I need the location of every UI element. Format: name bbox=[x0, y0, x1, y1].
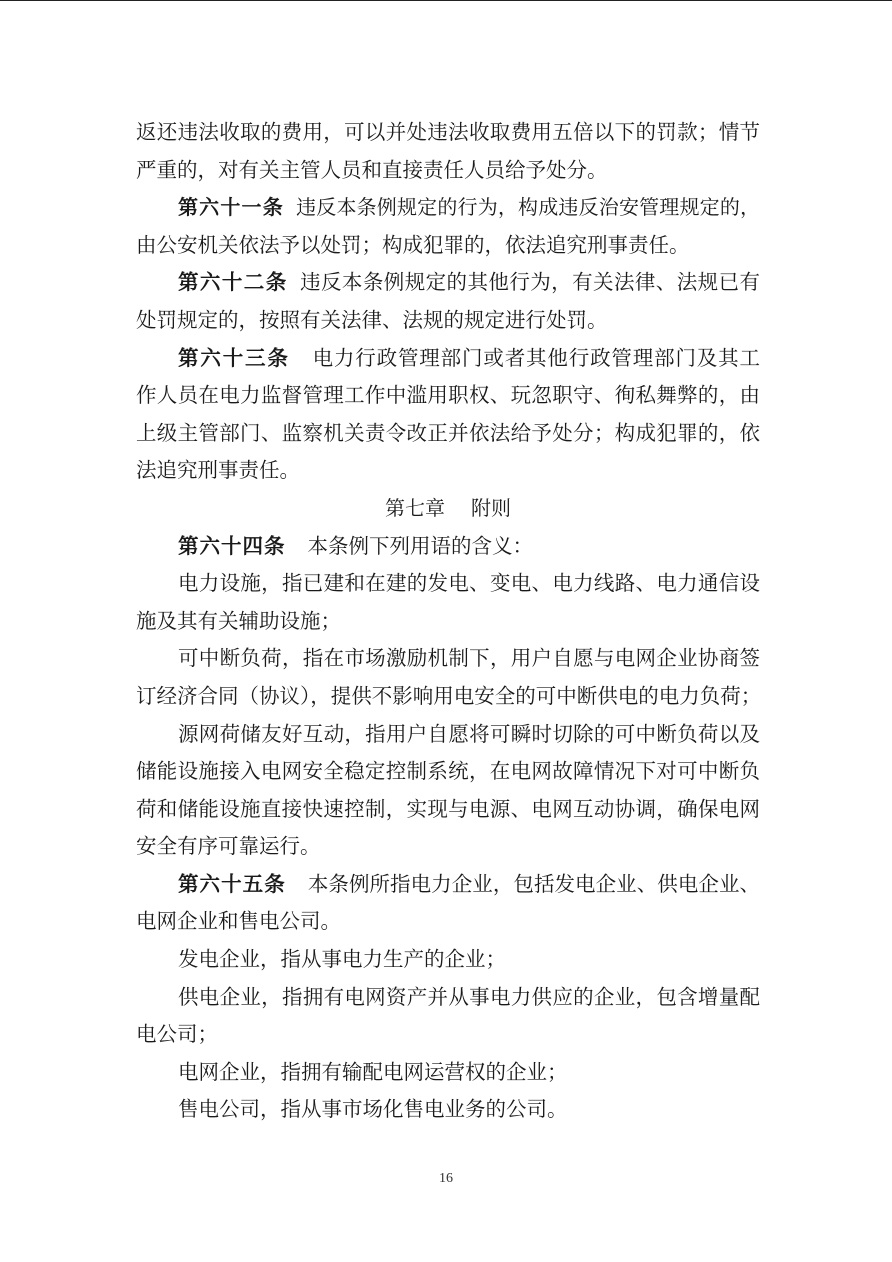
chapter-heading bbox=[136, 490, 760, 528]
article-61-line bbox=[136, 189, 760, 227]
article-61-heading: 第六十一条 bbox=[178, 195, 284, 220]
article-61-text: 违反本条例规定的行为，构成违反治安管理规定的， bbox=[295, 195, 761, 220]
article-62-heading: 第六十二条 bbox=[178, 270, 288, 295]
text-line: 荷和储能设施直接快速控制，实现与电源、电网互动协调，确保电网 bbox=[136, 796, 760, 821]
article-63-line bbox=[136, 340, 760, 378]
article-62-text: 违反本条例规定的其他行为，有关法律、法规已有 bbox=[299, 270, 761, 295]
chapter-title: 附则 bbox=[471, 495, 511, 520]
text-line: 由公安机关依法予以处罚；构成犯罪的，依法追究刑事责任。 bbox=[136, 232, 690, 257]
chapter-number: 第七章 bbox=[385, 495, 445, 520]
text-line: 返还违法收取的费用，可以并处违法收取费用五倍以下的罚款；情节 bbox=[136, 120, 760, 144]
text-line: 施及其有关辅助设施； bbox=[136, 608, 341, 633]
text-line: 发电企业，指从事电力生产的企业； bbox=[178, 947, 506, 972]
text-line: 售电公司，指从事市场化售电业务的公司。 bbox=[178, 1097, 568, 1122]
text-line: 处罚规定的，按照有关法律、法规的规定进行处罚。 bbox=[136, 307, 608, 332]
article-65-heading: 第六十五条 bbox=[178, 871, 286, 896]
page-number: 16 bbox=[439, 1171, 453, 1186]
text-line: 作人员在电力监督管理工作中滥用职权、玩忽职守、徇私舞弊的，由 bbox=[136, 383, 760, 408]
article-64-line bbox=[136, 528, 760, 566]
article-65-line bbox=[136, 866, 760, 904]
article-63-text: 电力行政管理部门或者其他行政管理部门及其工 bbox=[311, 345, 761, 370]
text-line: 法追究刑事责任。 bbox=[136, 458, 300, 483]
article-64-text: 本条例下列用语的含义： bbox=[307, 533, 533, 558]
document-body bbox=[136, 114, 760, 1129]
text-line: 电网企业，指拥有输配电网运营权的企业； bbox=[178, 1059, 568, 1084]
text-line: 电力设施，指已建和在建的发电、变电、电力线路、电力通信设 bbox=[178, 571, 760, 596]
text-line: 电公司； bbox=[136, 1022, 218, 1047]
text-line: 供电企业，指拥有电网资产并从事电力供应的企业，包含增量配 bbox=[178, 984, 760, 1009]
text-line: 上级主管部门、监察机关责令改正并依法给予处分；构成犯罪的，依 bbox=[136, 420, 760, 445]
text-line: 安全有序可靠运行。 bbox=[136, 834, 321, 859]
text-line: 储能设施接入电网安全稳定控制系统，在电网故障情况下对可中断负 bbox=[136, 759, 760, 784]
text-line: 严重的，对有关主管人员和直接责任人员给予处分。 bbox=[136, 157, 608, 182]
article-65-text: 本条例所指电力企业，包括发电企业、供电企业、 bbox=[307, 871, 761, 896]
article-63-heading: 第六十三条 bbox=[178, 345, 290, 370]
text-line: 订经济合同（协议），提供不影响用电安全的可中断供电的电力负荷； bbox=[136, 683, 762, 708]
text-line: 电网企业和售电公司。 bbox=[136, 909, 341, 934]
text-line: 源网荷储友好互动，指用户自愿将可瞬时切除的可中断负荷以及 bbox=[178, 721, 760, 746]
article-64-heading: 第六十四条 bbox=[178, 533, 286, 558]
text-line: 可中断负荷，指在市场激励机制下，用户自愿与电网企业协商签 bbox=[178, 646, 760, 671]
article-62-line bbox=[136, 264, 760, 302]
